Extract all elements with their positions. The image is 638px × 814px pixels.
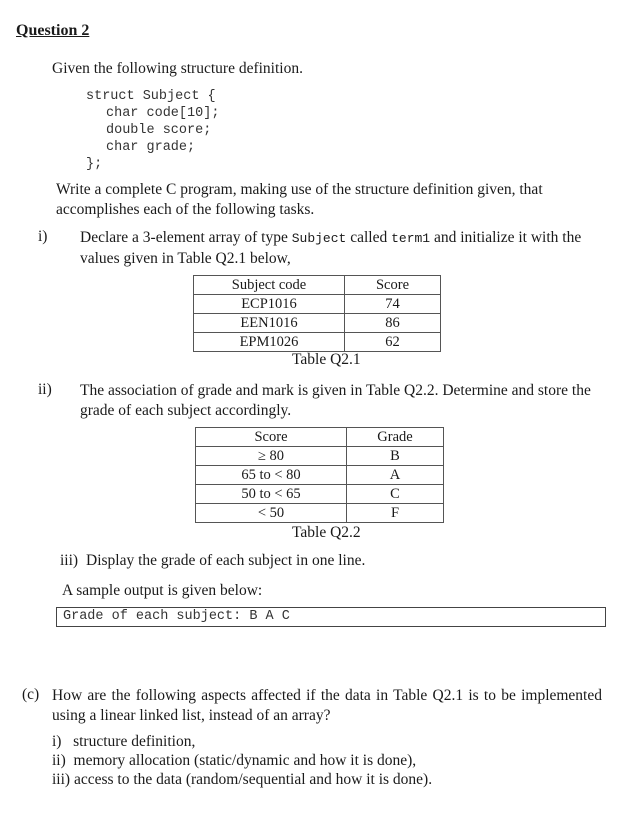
question-heading: Question 2 bbox=[16, 22, 90, 39]
table-cell: ECP1016 bbox=[194, 295, 345, 314]
intro-text: Given the following structure definition. bbox=[52, 60, 303, 77]
table-caption: Table Q2.1 bbox=[292, 351, 361, 368]
part-c-item: ii) memory allocation (static/dynamic and how it is done), bbox=[52, 752, 417, 769]
code-line: }; bbox=[86, 157, 103, 172]
table-cell: 86 bbox=[345, 314, 441, 333]
table-cell: EPM1026 bbox=[194, 333, 345, 352]
table-cell: 50 to < 65 bbox=[196, 485, 347, 504]
task-intro: Write a complete C program, making use of the structure definition given, that accomplishes each of the following tasks. bbox=[56, 181, 543, 218]
part-c-text: How are the following aspects affected if the data in Table Q2.1 is to be implemented using a linear linked list, instead of an array? bbox=[52, 687, 602, 724]
table-header: Score bbox=[196, 428, 347, 447]
part-c-item: i) structure definition, bbox=[52, 733, 196, 750]
table-cell: F bbox=[347, 504, 444, 523]
array-name: term1 bbox=[391, 231, 431, 246]
sample-output-box bbox=[56, 607, 606, 627]
code-line: char code[10]; bbox=[106, 106, 220, 121]
code-line: double score; bbox=[106, 123, 212, 138]
table-header: Grade bbox=[347, 428, 444, 447]
table-q2-2 bbox=[195, 427, 444, 523]
part-c-marker: (c) bbox=[22, 686, 40, 703]
table-header: Score bbox=[345, 276, 441, 295]
item-i-text: Declare a 3-element array of type Subject called term1 and initialize it with the values given in Table Q2.1 below, bbox=[80, 229, 582, 267]
table-row bbox=[194, 295, 441, 314]
table-cell: 65 to < 80 bbox=[196, 466, 347, 485]
code-line: struct Subject { bbox=[86, 89, 216, 104]
table-cell: A bbox=[347, 466, 444, 485]
item-iii-marker: iii) bbox=[60, 552, 79, 569]
item-iii-text: Display the grade of each subject in one line. bbox=[86, 552, 366, 569]
table-cell: B bbox=[347, 447, 444, 466]
table-cell: EEN1016 bbox=[194, 314, 345, 333]
sample-intro: A sample output is given below: bbox=[62, 582, 263, 599]
table-row bbox=[194, 333, 441, 352]
table-cell: 74 bbox=[345, 295, 441, 314]
type-name: Subject bbox=[291, 231, 347, 246]
part-c-item: iii) access to the data (random/sequential and how it is done). bbox=[52, 771, 433, 788]
table-row bbox=[196, 504, 444, 523]
table-cell: < 50 bbox=[196, 504, 347, 523]
code-line: char grade; bbox=[106, 140, 196, 155]
table-cell: C bbox=[347, 485, 444, 504]
table-header: Subject code bbox=[194, 276, 345, 295]
item-i-marker: i) bbox=[38, 228, 48, 245]
table-row bbox=[194, 314, 441, 333]
table-caption: Table Q2.2 bbox=[292, 524, 361, 541]
table-q2-1 bbox=[193, 275, 441, 352]
table-row bbox=[196, 447, 444, 466]
item-ii-text: The association of grade and mark is given in Table Q2.2. Determine and store the grade of each subject accordingly. bbox=[80, 382, 591, 419]
sample-output-text: Grade of each subject: B A C bbox=[63, 609, 290, 624]
table-row bbox=[196, 485, 444, 504]
table-row bbox=[196, 466, 444, 485]
table-cell: 62 bbox=[345, 333, 441, 352]
item-ii-marker: ii) bbox=[38, 381, 52, 398]
table-cell: ≥ 80 bbox=[196, 447, 347, 466]
